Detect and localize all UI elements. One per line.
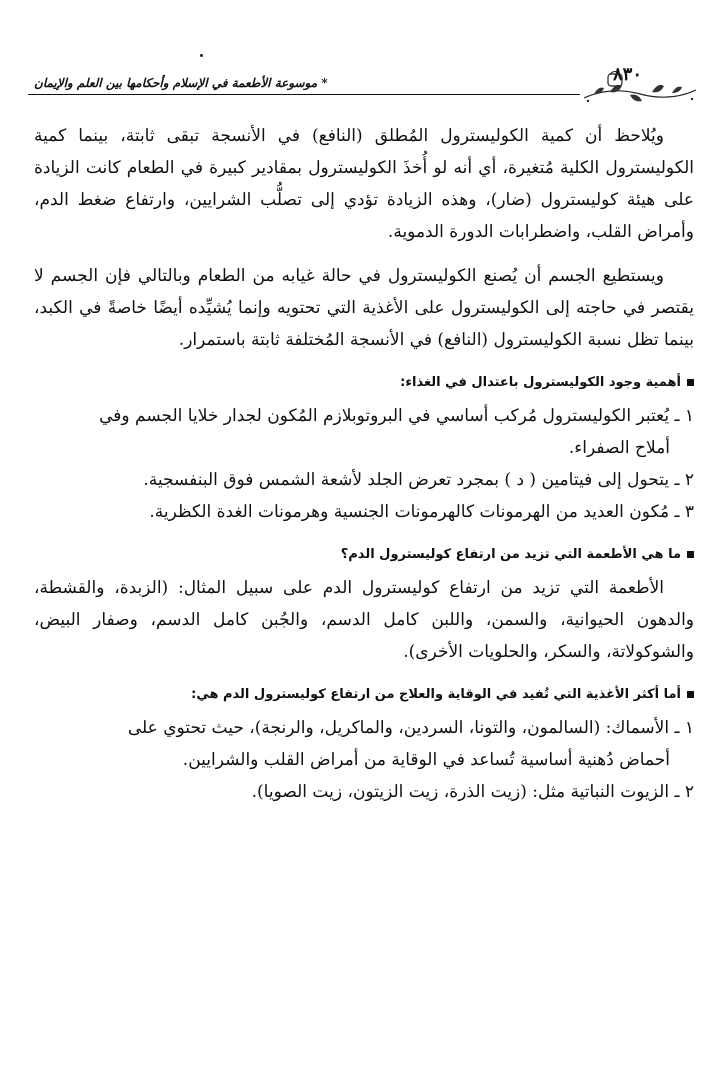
heading-importance — [34, 370, 694, 396]
heading-foods-raising-text: ما هي الأطعمة التي تزيد من ارتفاع كوليسترول الدم؟ — [340, 547, 681, 562]
list-item-text: ٢ ـ الزيوت النباتية مثل: (زيت الذرة، زيت الزيتون، زيت الصويا). — [251, 782, 694, 802]
header-title: * موسوعة الأطعمة في الإسلام وأحكامها بين العلم والإيمان — [34, 76, 328, 90]
list-item — [34, 400, 694, 464]
list-item-text: ٢ ـ يتحول إلى فيتامين ( د ) بمجرد تعرض الجلد لأشعة الشمس فوق البنفسجية. — [143, 470, 694, 490]
header-rule — [28, 94, 580, 95]
list-item — [34, 464, 694, 496]
page-header — [28, 64, 698, 104]
list-item-text: ١ ـ يُعتبر الكوليسترول مُركب أساسي في البروتوبلازم المُكون لجدار خلايا الجسم وفي — [99, 406, 694, 426]
square-bullet-icon — [687, 551, 694, 558]
list-item-continuation: أحماض دُهنية أساسية تُساعد في الوقاية من أمراض القلب والشرايين. — [182, 750, 670, 770]
floral-ornament-icon — [580, 68, 698, 104]
square-bullet-icon — [687, 691, 694, 698]
heading-foods-raising — [34, 542, 694, 568]
paragraph-1: ويُلاحظ أن كمية الكوليسترول المُطلق (النافع) في الأنسجة تبقى ثابتة، بينما كمية الكوليسترول الكلية مُتغيرة، أي أنه لو أُخذَ الكوليسترول بمقادير كبيرة في الطعام كانت الزيادة على هيئة كوليسترول (ضار)، وهذه الزيادة تؤدي إلى تصلُّب الشرايين، وارتفاع ضغط الدم، وأمراض القلب، واضطرابات الدورة الدموية. — [34, 126, 694, 242]
page-number: ٨٣٠ — [612, 64, 642, 85]
main-content — [34, 120, 694, 808]
list-item-continuation: أملاح الصفراء. — [568, 438, 670, 458]
list-item-text: ٣ ـ مُكون العديد من الهرمونات كالهرمونات الجنسية وهرمونات الغدة الكظرية. — [149, 502, 694, 522]
heading-importance-text: أهمية وجود الكوليسترول باعتدال في الغذاء: — [400, 375, 681, 390]
list-item-text: ١ ـ الأسماك: (السالمون، والتونا، السردين، والماكريل، والرنجة)، حيث تحتوي على — [127, 718, 694, 738]
heading-beneficial-foods-text: أما أكثر الأغذية التي تُفيد في الوقاية والعلاج من ارتفاع كوليسترول الدم هي: — [191, 687, 681, 702]
paragraph-2: ويستطيع الجسم أن يُصنع الكوليسترول في حالة غيابه من الطعام وبالتالي فإن الجسم لا يقتصر في حاجته إلى الكوليسترول على الأغذية التي تحتويه وإنما يُشيِّده أيضًا خاصةً في الكبد، بينما تظل نسبة الكوليسترول (النافع) في الأنسجة المُختلفة ثابتة باستمرار. — [34, 266, 694, 350]
square-bullet-icon — [687, 379, 694, 386]
heading-beneficial-foods — [34, 682, 694, 708]
paragraph-3: الأطعمة التي تزيد من ارتفاع كوليسترول الدم على سبيل المثال: (الزبدة، والقشطة، والدهون الحيوانية، والسمن، واللبن كامل الدسم، والجُبن كامل الدسم، وصفار البيض، والشوكولاتة، والسكر، والحلويات الأخرى). — [34, 578, 694, 662]
list-item — [34, 496, 694, 528]
list-item — [34, 776, 694, 808]
list-item — [34, 712, 694, 776]
stray-dot — [200, 54, 203, 57]
